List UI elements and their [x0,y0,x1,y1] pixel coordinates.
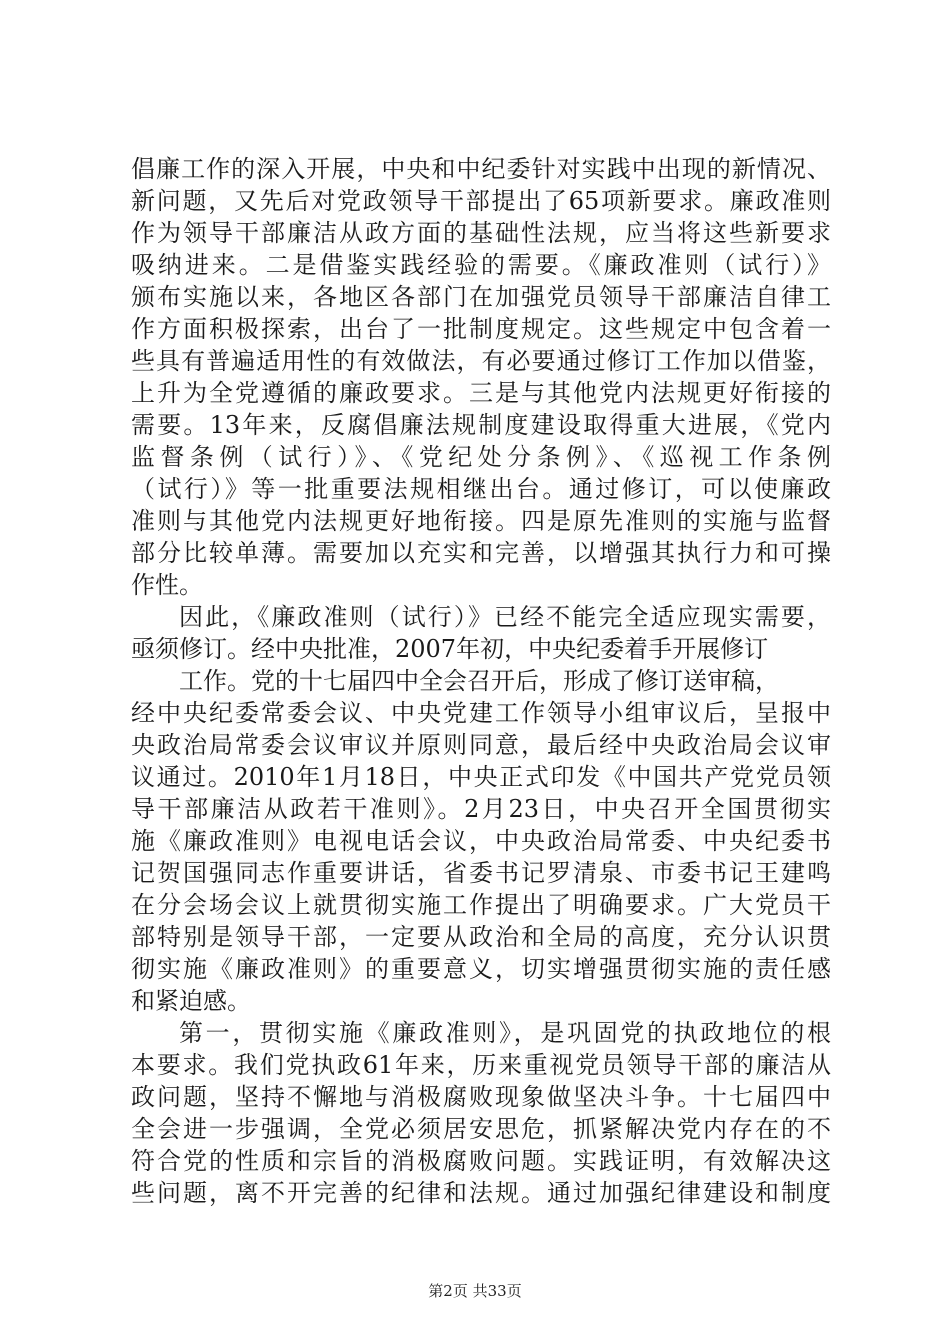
text-line: 作性。 [131,571,203,599]
text-line: 监督条例（试行）》、《党纪处分条例》、《巡视工作条例 [131,443,831,471]
text-line: 亟须修订。经中央批准，2007年初，中央纪委着手开展修订 [131,635,769,663]
text-line: 和紧迫感。 [131,987,251,1015]
text-line: 在分会场会议上就贯彻实施工作提出了明确要求。广大党员干 [131,891,831,919]
document-body [131,153,831,1209]
text-line: 作方面积极探索，出台了一批制度规定。这些规定中包含着一 [131,315,831,343]
text-line: 作为领导干部廉洁从政方面的基础性法规，应当将这些新要求 [131,219,831,247]
text-line: 因此，《廉政准则（试行）》已经不能完全适应现实需要， [179,603,831,631]
text-line: 些问题，离不开完善的纪律和法规。通过加强纪律建设和制度 [131,1179,831,1207]
text-line: 吸纳进来。二是借鉴实践经验的需要。《廉政准则（试行）》 [131,251,831,279]
text-line: 新问题，又先后对党政领导干部提出了65项新要求。廉政准则 [131,187,831,215]
text-line: 符合党的性质和宗旨的消极腐败问题。实践证明，有效解决这 [131,1147,831,1175]
text-line: 颁布实施以来，各地区各部门在加强党员领导干部廉洁自律工 [131,283,831,311]
text-line: 准则与其他党内法规更好地衔接。四是原先准则的实施与监督 [131,507,831,535]
text-line: 彻实施《廉政准则》的重要意义，切实增强贯彻实施的责任感 [131,955,831,983]
text-line: 施《廉政准则》电视电话会议，中央政治局常委、中央纪委书 [131,827,831,855]
text-line: 上升为全党遵循的廉政要求。三是与其他党内法规更好衔接的 [131,379,831,407]
text-line: 议通过。2010年1月18日，中央正式印发《中国共产党党员领 [131,763,831,791]
text-line: 部特别是领导干部，一定要从政治和全局的高度，充分认识贯 [131,923,831,951]
text-line: 倡廉工作的深入开展，中央和中纪委针对实践中出现的新情况、 [131,155,831,183]
text-line: 工作。党的十七届四中全会召开后，形成了修订送审稿， [179,667,779,695]
text-line: 政问题，坚持不懈地与消极腐败现象做坚决斗争。十七届四中 [131,1083,831,1111]
page-number-footer: 第2页 共33页 [428,1282,522,1300]
text-line: 需要。13年来，反腐倡廉法规制度建设取得重大进展，《党内 [131,411,831,439]
text-line: 本要求。我们党执政61年来，历来重视党员领导干部的廉洁从 [131,1051,831,1079]
text-line: 全会进一步强调，全党必须居安思危，抓紧解决党内存在的不 [131,1115,831,1143]
text-line: 导干部廉洁从政若干准则》。2月23日，中央召开全国贯彻实 [131,795,831,823]
text-line: 第一，贯彻实施《廉政准则》，是巩固党的执政地位的根 [179,1019,831,1047]
text-line: 央政治局常委会议审议并原则同意，最后经中央政治局会议审 [131,731,831,759]
text-line: 记贺国强同志作重要讲话，省委书记罗清泉、市委书记王建鸣 [131,859,831,887]
text-line: 经中央纪委常委会议、中央党建工作领导小组审议后，呈报中 [131,699,831,727]
text-line: （试行）》等一批重要法规相继出台。通过修订，可以使廉政 [131,475,831,503]
text-line: 些具有普遍适用性的有效做法，有必要通过修订工作加以借鉴， [131,347,831,375]
text-line: 部分比较单薄。需要加以充实和完善，以增强其执行力和可操 [131,539,831,567]
